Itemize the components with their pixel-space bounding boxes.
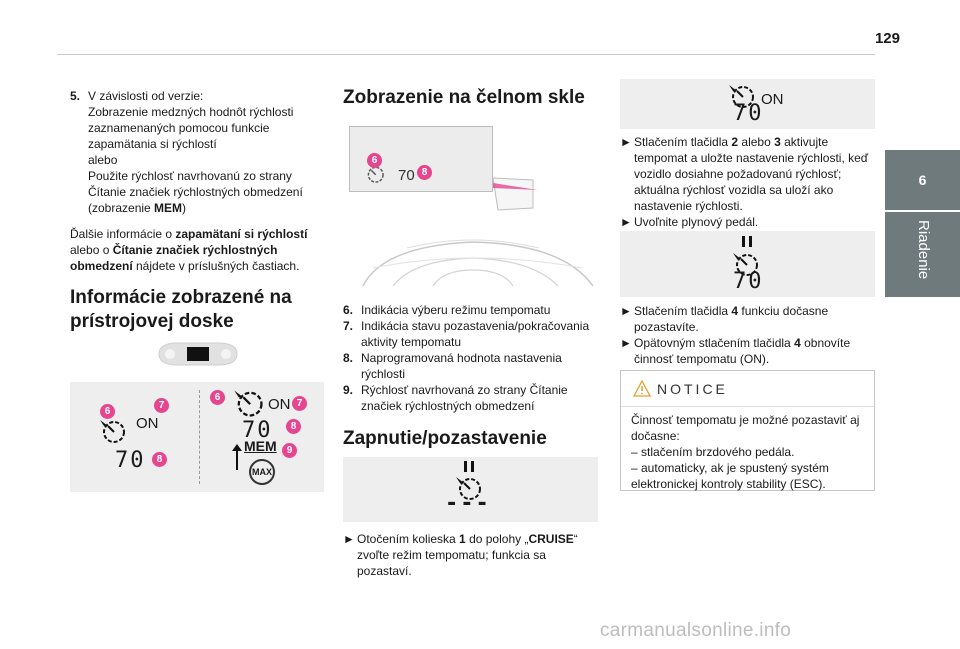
callout-7: 7 <box>292 396 307 411</box>
section-heading-activation: Zapnutie/pozastavenie <box>343 428 547 449</box>
head-up-display-figure <box>343 118 601 288</box>
max-speed-sign: MAX <box>249 459 275 485</box>
pause-state-figure <box>343 457 598 522</box>
notice-body <box>621 407 874 497</box>
callout-8: 8 <box>417 165 432 180</box>
column-3-text-2 <box>620 303 875 367</box>
bullet-arrow-icon: ► <box>343 532 355 546</box>
chapter-tab-label: Riadenie <box>915 220 932 280</box>
text-line: Použite rýchlosť navrhovanú zo strany <box>88 169 292 183</box>
column-2-list <box>343 302 598 414</box>
item-number: 5. <box>70 89 81 103</box>
pause-icon-bar <box>471 461 474 472</box>
notice-box <box>620 370 875 491</box>
list-item: 7. Indikácia stavu pozastavenia/pokračovania aktivity tempomatu <box>343 319 590 349</box>
callout-8: 8 <box>286 419 301 434</box>
callout-8: 8 <box>152 452 167 467</box>
hud-speed-value: 70 <box>398 167 415 184</box>
state-on-label: ON <box>136 415 159 432</box>
callout-7: 7 <box>154 398 169 413</box>
notice-title: NOTICE <box>657 381 728 397</box>
text-line: Čítanie značiek rýchlostných obmedzení <box>88 185 303 199</box>
column-1 <box>70 88 325 334</box>
text-line: alebo <box>88 153 118 167</box>
cruise-on-figure <box>620 79 875 129</box>
arrow-up-icon <box>230 442 244 472</box>
watermark: carmanualsonline.info <box>600 620 792 641</box>
text-line: (zobrazenie MEM) <box>88 201 187 215</box>
activation-text <box>343 531 598 579</box>
speed-value: 70 <box>733 269 764 294</box>
page-number: 129 <box>874 30 900 47</box>
section-heading-windscreen: Zobrazenie na čelnom skle <box>343 87 585 108</box>
callout-6: 6 <box>100 404 115 419</box>
chapter-tab-number[interactable]: 6 <box>885 150 960 210</box>
callout-6: 6 <box>210 390 225 405</box>
text-line: Zobrazenie medzných hodnôt rýchlosti <box>88 105 294 119</box>
cluster-display-figure <box>70 382 324 492</box>
speed-value: 70 <box>115 448 146 473</box>
cruise-control-icon <box>98 416 128 446</box>
mem-label: MEM <box>244 438 277 454</box>
warning-triangle-icon <box>633 380 651 397</box>
figure-divider <box>199 390 200 484</box>
bullet-item: ► Otočením kolieska 1 do polohy „CRUISE“ zvoľte režim tempomatu; funkcia sa pozastaví. <box>343 532 578 578</box>
text-line: zaznamenaných pomocou funkcie <box>88 121 270 135</box>
item-text <box>88 88 325 216</box>
list-item: 8. Naprogramovaná hodnota nastavenia rýchlosti <box>343 351 562 381</box>
bullet-item: ► Uvoľnite plynový pedál. <box>620 215 759 229</box>
bullet-arrow-icon: ► <box>620 215 632 229</box>
speed-value: 70 <box>733 101 764 126</box>
notice-line: – stlačením brzdového pedála. <box>631 445 795 459</box>
callout-9: 9 <box>282 443 297 458</box>
text-line: V závislosti od verzie: <box>88 89 204 103</box>
reference-paragraph: Ďalšie informácie o zapamätaní si rýchlostí alebo o Čítanie značiek rýchlostných obmedzení nájdete v príslušných častiach. <box>70 227 308 273</box>
bullet-item: ► Stlačením tlačidla 2 alebo 3 aktivujte tempomat a uložte nastavenie rýchlosti, keď vozidlo dosiahne požadovanú rýchlosť; aktuálna rýchlosť vozidla sa uloží ako nastavenie rýchlosti. <box>620 135 869 213</box>
speed-placeholder: --- <box>445 491 491 516</box>
notice-header <box>621 371 874 407</box>
text-line: zapamätania si rýchlostí <box>88 137 217 151</box>
callout-6: 6 <box>367 153 382 168</box>
list-item: 6. Indikácia výberu režimu tempomatu <box>343 303 551 317</box>
notice-line: – automaticky, ak je spustený systém elektronickej kontroly stability (ESC). <box>631 461 829 491</box>
pause-icon-bar <box>464 461 467 472</box>
bullet-arrow-icon: ► <box>620 304 632 318</box>
cruise-control-icon <box>232 386 266 420</box>
list-item: 9. Rýchlosť navrhovaná zo strany Čítanie značiek rýchlostných obmedzení <box>343 383 568 413</box>
bullet-arrow-icon: ► <box>620 135 632 149</box>
state-on-label: ON <box>761 91 784 108</box>
bullet-item: ► Opätovným stlačením tlačidla 4 obnovíte činnosť tempomatu (ON). <box>620 336 851 366</box>
header-rule <box>57 54 875 55</box>
bullet-arrow-icon: ► <box>620 336 632 350</box>
state-on-label: ON <box>268 396 291 413</box>
pause-icon-bar <box>749 236 752 247</box>
section-heading-dashboard: Informácie zobrazené na prístrojovej doske <box>70 287 292 332</box>
notice-line: Činnosť tempomatu je možné pozastaviť aj dočasne: <box>631 413 860 443</box>
cruise-paused-figure <box>620 231 875 297</box>
column-3-text-1 <box>620 134 875 230</box>
speed-value: 70 <box>242 418 273 443</box>
bullet-item: ► Stlačením tlačidla 4 funkciu dočasne pozastavíte. <box>620 304 829 334</box>
hud-projection <box>349 126 493 192</box>
dashboard-icon <box>155 340 241 368</box>
list-item-5 <box>70 88 325 216</box>
pause-icon-bar <box>742 236 745 247</box>
chapter-tab[interactable] <box>885 212 960 297</box>
